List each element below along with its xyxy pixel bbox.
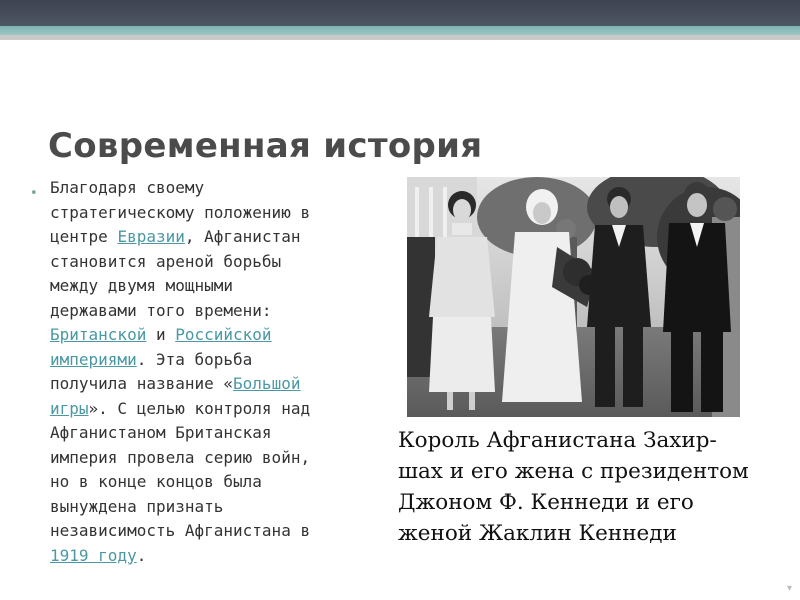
body-text-segment: державами того времени: (50, 300, 272, 320)
hyperlink[interactable]: Большой (233, 374, 301, 393)
body-line (50, 372, 380, 397)
body-line (50, 250, 380, 275)
hyperlink[interactable]: 1919 году (50, 545, 137, 565)
body-paragraph (50, 176, 380, 568)
caption-line: шах и его жена с президентом (398, 459, 749, 484)
body-text-segment: Афганистаном Британская (50, 423, 272, 442)
hyperlink[interactable]: Евразии (117, 227, 185, 246)
body-line (50, 470, 380, 495)
body-line (50, 421, 380, 446)
body-text-segment: Благодаря своему (50, 178, 205, 197)
header-divider (0, 35, 800, 40)
body-text-segment: . (136, 545, 147, 565)
caption-line: женой Жаклин Кеннеди (398, 521, 677, 546)
photo-caption (398, 425, 778, 549)
body-text-segment: стратегическому положению в (50, 202, 311, 222)
body-text-segment: но в конце концов была (50, 472, 262, 491)
body-text-segment: и (146, 325, 176, 344)
slide-corner-mark: ▾ (786, 583, 792, 594)
body-text-segment: ». С целью контроля над (88, 398, 311, 418)
body-line (50, 274, 380, 299)
hyperlink[interactable]: Британской (50, 325, 147, 344)
body-text-segment: между двумя мощными (50, 276, 234, 295)
historical-photo (407, 177, 740, 417)
hyperlink[interactable]: игры (50, 398, 89, 418)
body-text-segment: вынуждена признать (50, 496, 224, 516)
caption-line: Король Афганистана Захир- (398, 428, 717, 453)
hyperlink[interactable]: империями (50, 349, 137, 369)
hyperlink[interactable]: Российской (175, 325, 272, 344)
slide-title: Современная история (48, 126, 483, 166)
header-band (0, 0, 800, 26)
body-line (50, 446, 380, 471)
body-line (50, 225, 380, 250)
body-line (50, 495, 380, 520)
body-text-segment: получила название « (50, 374, 234, 393)
body-text-segment: независимость Афганистана в (50, 521, 311, 540)
body-line (50, 323, 380, 348)
body-text-segment: , Афганистан (184, 227, 301, 246)
body-line (50, 348, 380, 373)
body-line (50, 397, 380, 422)
body-text-segment: империя провела серию войн, (50, 447, 311, 467)
header-accent-stripe (0, 26, 800, 35)
body-line (50, 519, 380, 544)
bullet-icon: • (30, 186, 38, 201)
body-line (50, 299, 380, 324)
body-text-segment: . Эта борьба (136, 349, 253, 369)
body-line (50, 544, 380, 569)
body-line (50, 201, 380, 226)
body-text-segment: становится ареной борьбы (50, 251, 282, 271)
caption-line: Джоном Ф. Кеннеди и его (398, 490, 694, 515)
body-text-segment: центре (50, 227, 118, 246)
body-line (50, 176, 380, 201)
